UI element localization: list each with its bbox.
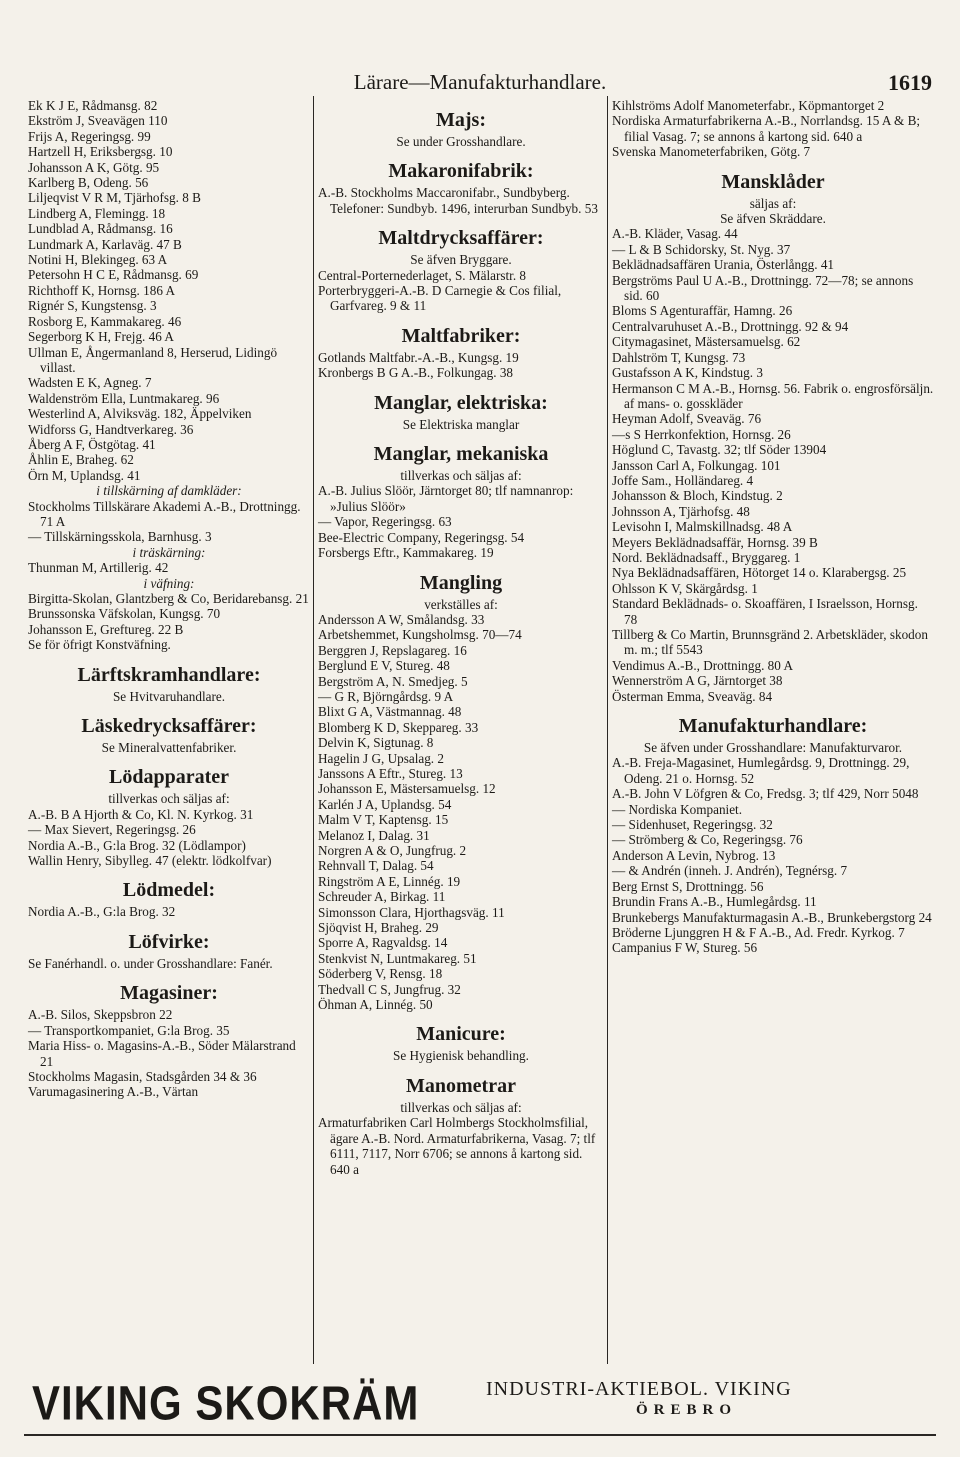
section-note: Se äfven Bryggare. (410, 252, 512, 268)
column-divider (607, 96, 608, 1364)
directory-column-middle (318, 98, 604, 1177)
section-note: Se Hygienisk behandling. (393, 1048, 529, 1064)
directory-entry: Beklädnadsaffären Urania, Österlångg. 41 (612, 257, 835, 273)
directory-entry: Citymagasinet, Mästersamuelsg. 62 (612, 334, 801, 350)
directory-entry: Sporre A, Ragvaldsg. 14 (318, 935, 448, 951)
directory-entry: — Sidenhuset, Regeringsg. 32 (612, 817, 773, 833)
directory-entry: Österman Emma, Sveaväg. 84 (612, 688, 773, 704)
directory-entry: Forsbergs Eftr., Kammakareg. 19 (318, 545, 494, 561)
directory-entry: — Vapor, Regeringsg. 63 (318, 514, 452, 530)
directory-column-right (612, 98, 934, 956)
directory-entry: — L & B Schidorsky, St. Nyg. 37 (612, 241, 791, 257)
directory-entry: Malm V T, Kaptensg. 15 (318, 812, 449, 828)
directory-column-left (28, 98, 310, 1100)
directory-entry: Bergström A, N. Smedjeg. 5 (318, 673, 468, 689)
directory-entry: Centralvaruhuset A.-B., Drottningg. 92 & 94 (612, 318, 849, 334)
directory-entry: Berglund E V, Stureg. 48 (318, 658, 450, 674)
directory-entry: — Strömberg & Co, Regeringsg. 76 (612, 832, 803, 848)
directory-entry: Brunssonska Väfskolan, Kungsg. 70 (28, 606, 221, 622)
directory-entry: Heyman Adolf, Sveaväg. 76 (612, 411, 762, 427)
directory-entry: Stockholms Magasin, Stadsgården 34 & 36 (28, 1068, 257, 1084)
directory-entry: Rignér S, Kungstensg. 3 (28, 298, 157, 314)
directory-entry: Berggren J, Repslagareg. 16 (318, 642, 467, 658)
page-number: 1619 (888, 70, 932, 95)
directory-entry: Levisohn I, Malmskillnadsg. 48 A (612, 519, 793, 535)
section-note: tillverkas och säljas af: (108, 791, 230, 807)
directory-entry: Dahlström T, Kungsg. 73 (612, 349, 746, 365)
directory-entry: Ekström J, Sveavägen 110 (28, 113, 168, 129)
directory-entry: — G R, Björngårdsg. 9 A (318, 688, 454, 704)
section-heading: Manometrar (406, 1074, 516, 1097)
directory-entry: Stenkvist N, Luntmakareg. 51 (318, 950, 477, 966)
directory-entry: Segerborg K H, Frejg. 46 A (28, 329, 174, 345)
section-heading: Lödapparater (109, 766, 229, 789)
directory-entry: Bee-Electric Company, Regeringsg. 54 (318, 529, 525, 545)
directory-entry: A.-B. B A Hjorth & Co, Kl. N. Kyrkog. 31 (28, 806, 254, 822)
directory-entry: Bloms S Agenturaffär, Hamng. 26 (612, 303, 793, 319)
section-note: Se äfven Skräddare. (720, 211, 826, 227)
page-header (0, 70, 960, 100)
section-heading: Manufakturhandlare: (678, 715, 868, 738)
directory-entry: Brunkebergs Manufakturmagasin A.-B., Brunkebergstorg 24 (612, 909, 932, 925)
directory-entry: — Tillskärningsskola, Barnhusg. 3 (28, 529, 212, 545)
directory-entry: Blomberg K D, Skeppareg. 33 (318, 719, 479, 735)
directory-entry: Wennerström A G, Järntorget 38 (612, 673, 783, 689)
directory-entry: Sjöqvist H, Braheg. 29 (318, 920, 439, 936)
subsection-label: i tillskärning af damkläder: (96, 483, 242, 499)
directory-entry: Andersson A W, Smålandsg. 33 (318, 611, 485, 627)
directory-entry: Kihlströms Adolf Manometerfabr., Köpmantorget 2 (612, 98, 885, 113)
directory-entry: Janssons A Eftr., Stureg. 13 (318, 765, 463, 781)
section-note: Se äfven under Grosshandlare: Manufakturvaror. (643, 740, 903, 756)
subsection-label: i väfning: (143, 575, 195, 591)
directory-entry: Nordia A.-B., G:la Brog. 32 (28, 904, 176, 920)
advertisement-banner (24, 1372, 936, 1432)
directory-entry: — Max Sievert, Regeringsg. 26 (28, 822, 196, 838)
directory-entry: Vendimus A.-B., Drottningg. 80 A (612, 657, 793, 673)
section-heading: Mangling (419, 571, 503, 594)
directory-entry: Lundmark A, Karlaväg. 47 B (28, 236, 182, 252)
directory-entry: A.-B. Freja-Magasinet, Humlegårdsg. 9, Drottningg. 29, Odeng. 21 o. Hornsg. 52 (612, 755, 910, 786)
directory-entry: Hagelin J G, Upsalag. 2 (318, 750, 444, 766)
section-heading: Läskedrycksaffärer: (81, 715, 257, 738)
directory-entry: Söderberg V, Rensg. 18 (318, 966, 443, 982)
directory-entry: — & Andrén (inneh. J. Andrén), Tegnérsg. 7 (612, 863, 848, 879)
section-note: Se Hvitvaruhandlare. (112, 688, 226, 704)
page-title: Lärare—Manufakturhandlare. (353, 70, 607, 94)
section-note: säljas af: (749, 195, 797, 211)
directory-entry: Se Fanérhandl. o. under Grosshandlare: Fanér. (28, 955, 273, 971)
section-heading: Maltfabriker: (401, 324, 521, 347)
directory-entry: Kronbergs B G A.-B., Folkungag. 38 (318, 365, 514, 381)
directory-entry: Nordiska Armaturfabrikerna A.-B., Norrlandsg. 15 A & B; filial Vasag. 7; se annons å kartong sid. 640 a (612, 113, 921, 144)
directory-entry: Rehnvall T, Dalag. 54 (318, 858, 434, 874)
directory-entry: Porterbryggeri-A.-B. D Carnegie & Cos filial, Garfvareg. 9 & 11 (318, 283, 562, 314)
directory-entry: Johansson & Bloch, Kindstug. 2 (612, 488, 783, 504)
directory-entry: Petersohn H C E, Rådmansg. 69 (28, 267, 199, 283)
directory-entry: Norgren A & O, Jungfrug. 2 (318, 843, 467, 858)
directory-entry: Westerlind A, Alviksväg. 182, Äppelviken (28, 406, 252, 422)
directory-entry: Liljeqvist V R M, Tjärhofsg. 8 B (28, 190, 201, 206)
directory-entry: Melanoz I, Dalag. 31 (318, 827, 430, 843)
directory-entry: Rosborg E, Kammakareg. 46 (28, 313, 182, 329)
directory-entry: Birgitta-Skolan, Glantzberg & Co, Beridarebansg. 21 (28, 591, 309, 606)
section-note: Se Mineralvattenfabriker. (101, 740, 237, 756)
directory-entry: A.-B. Stockholms Maccaronifabr., Sundbyberg. Telefoner: Sundbyb. 1496, interurban Sundbyb. 53 (318, 185, 598, 216)
directory-entry: Armaturfabriken Carl Holmbergs Stockholmsfilial, ägare A.-B. Nord. Armaturfabrikerna, Vasag. 7; tlf 6111, 7117, Norr 6706; se annons å kartong sid. 640 a (318, 1115, 596, 1177)
directory-entry: — Transportkompaniet, G:la Brog. 35 (28, 1022, 230, 1038)
directory-entry: Nordia A.-B., G:la Brog. 32 (Lödlampor) (28, 837, 246, 853)
directory-entry: Frijs A, Regeringsg. 99 (28, 128, 151, 144)
directory-entry: Anderson A Levin, Nybrog. 13 (612, 847, 776, 863)
section-note: verkställes af: (424, 596, 498, 612)
directory-entry: Joffe Sam., Holländareg. 4 (612, 472, 754, 488)
directory-entry: Jansson Carl A, Folkungag. 101 (612, 457, 781, 473)
directory-entry: A.-B. Silos, Skeppsbron 22 (28, 1007, 173, 1023)
directory-entry: Lindberg A, Flemingg. 18 (28, 205, 166, 221)
directory-entry: Nord. Beklädnadsaff., Bryggareg. 1 (612, 549, 801, 565)
directory-entry: Åberg A F, Östgötag. 41 (28, 436, 156, 452)
directory-entry: A.-B. John V Löfgren & Co, Fredsg. 3; tlf 429, Norr 5048 (612, 786, 919, 802)
directory-entry: Campanius F W, Stureg. 56 (612, 940, 758, 956)
subsection-label: i träskärning: (132, 544, 206, 560)
directory-entry: Svenska Manometerfabriken, Götg. 7 (612, 144, 811, 160)
directory-entry: Widforss G, Handtverkareg. 36 (28, 421, 194, 437)
directory-entry: Central-Porternederlaget, S. Mälarstr. 8 (318, 267, 527, 283)
directory-entry: Meyers Beklädnadsaffär, Hornsg. 39 B (612, 534, 818, 550)
section-heading: Magasiner: (120, 982, 218, 1005)
directory-entry: Ringström A E, Linnég. 19 (318, 873, 461, 889)
directory-entry: Schreuder A, Birkag. 11 (318, 889, 446, 905)
directory-entry: Nya Beklädnadsaffären, Hötorget 14 o. Klarabergsg. 25 (612, 565, 907, 581)
directory-entry: Bröderne Ljunggren H & F A.-B., Ad. Fredr. Kyrkog. 7 (612, 924, 905, 940)
section-heading: Manglar, elektriska: (374, 391, 548, 414)
footer-rule (24, 1434, 936, 1436)
directory-entry: Arbetshemmet, Kungsholmsg. 70—74 (318, 627, 522, 643)
directory-entry: Åhlin E, Braheg. 62 (28, 452, 134, 468)
section-heading: Majs: (436, 109, 486, 131)
directory-entry: Johansson A K, Götg. 95 (28, 159, 160, 175)
directory-entry: Höglund C, Tavastg. 32; tlf Söder 13904 (612, 442, 827, 458)
section-note: tillverkas och säljas af: (400, 468, 522, 484)
directory-entry: Wallin Henry, Sibylleg. 47 (elektr. lödkolfvar) (28, 853, 272, 869)
directory-entry: Brundin Frans A.-B., Humlegårdsg. 11 (612, 894, 817, 910)
directory-entry: Delvin K, Sigtunag. 8 (318, 735, 434, 751)
directory-entry: Hermanson C M A.-B., Hornsg. 56. Fabrik o. engrosförsäljn. af mans- o. gosskläder (612, 380, 934, 411)
directory-entry: Se för öfrigt Konstväfning. (28, 637, 171, 653)
directory-entry: Simonsson Clara, Hjorthagsväg. 11 (318, 904, 505, 920)
section-heading: Manicure: (416, 1023, 506, 1046)
section-heading: Lödmedel: (122, 879, 216, 902)
section-heading: Löfvirke: (128, 930, 210, 953)
directory-entry: Ek K J E, Rådmansg. 82 (28, 98, 158, 113)
section-note: Se under Grosshandlare. (396, 134, 526, 149)
directory-entry: Karlén J A, Uplandsg. 54 (318, 796, 452, 812)
directory-entry: A.-B. Kläder, Vasag. 44 (612, 226, 738, 242)
directory-entry: Gustafsson A K, Kindstug. 3 (612, 365, 763, 381)
company-name: INDUSTRI-AKTIEBOL. VIKING (486, 1378, 792, 1400)
section-heading: Mansklåder (721, 170, 825, 193)
directory-entry: A.-B. Julius Slöör, Järntorget 80; tlf namnanrop: »Julius Slöör» (318, 483, 574, 514)
directory-entry: Tillberg & Co Martin, Brunnsgränd 2. Arbetskläder, skodon m. m.; tlf 5543 (612, 627, 928, 658)
brand-name: VIKING SKOKRÄM (32, 1376, 420, 1431)
directory-entry: Notini H, Blekingeg. 63 A (28, 252, 168, 268)
directory-entry: Wadsten E K, Agneg. 7 (28, 375, 152, 391)
directory-entry: Waldenström Ella, Luntmakareg. 96 (28, 390, 220, 406)
directory-entry: Blixt G A, Västmannag. 48 (318, 704, 462, 720)
column-divider (313, 96, 314, 1364)
directory-entry: Johansson E, Mästersamuelsg. 12 (318, 781, 496, 797)
directory-entry: Standard Beklädnads- o. Skoaffären, I Israelsson, Hornsg. 78 (612, 596, 918, 627)
directory-entry: —s S Herrkonfektion, Hornsg. 26 (612, 426, 791, 442)
section-heading: Manglar, mekaniska (373, 443, 549, 466)
directory-entry: Lundblad A, Rådmansg. 16 (28, 221, 173, 237)
directory-entry: Bergströms Paul U A.-B., Drottningg. 72—78; se annons sid. 60 (612, 272, 914, 304)
directory-entry: Gotlands Maltfabr.-A.-B., Kungsg. 19 (318, 349, 519, 365)
directory-entry: Öhman A, Linnég. 50 (318, 997, 433, 1013)
directory-entry: Thedvall C S, Jungfrug. 32 (318, 981, 461, 997)
directory-entry: Thunman M, Artillerig. 42 (28, 560, 169, 576)
section-heading: Lärftskramhandlare: (77, 663, 261, 686)
section-note: tillverkas och säljas af: (400, 1099, 522, 1115)
directory-entry: Johnsson A, Tjärhofsg. 48 (612, 503, 750, 519)
directory-entry: Maria Hiss- o. Magasins-A.-B., Söder Mälarstrand 21 (28, 1038, 296, 1069)
directory-entry: Hartzell H, Eriksbergsg. 10 (28, 144, 173, 160)
directory-entry: Berg Ernst S, Drottningg. 56 (612, 878, 764, 894)
section-heading: Makaronifabrik: (388, 160, 534, 183)
company-city: ÖREBRO (636, 1402, 738, 1418)
directory-entry: Ohlsson K V, Skärgårdsg. 1 (612, 580, 758, 596)
section-note: Se Elektriska manglar (402, 416, 520, 432)
directory-entry: Stockholms Tillskärare Akademi A.-B., Drottningg. 71 A (28, 498, 301, 529)
directory-entry: Johansson E, Greftureg. 22 B (28, 621, 184, 637)
directory-entry: Varumagasinering A.-B., Värtan (28, 1084, 199, 1100)
directory-entry: Ullman E, Ångermanland 8, Herserud, Lidingö villast. (28, 344, 278, 375)
directory-entry: Richthoff K, Hornsg. 186 A (28, 282, 176, 298)
section-heading: Maltdrycksaffärer: (378, 227, 544, 250)
directory-entry: — Nordiska Kompaniet. (612, 801, 743, 817)
directory-entry: Karlberg B, Odeng. 56 (28, 175, 149, 191)
directory-entry: Örn M, Uplandsg. 41 (28, 467, 141, 483)
